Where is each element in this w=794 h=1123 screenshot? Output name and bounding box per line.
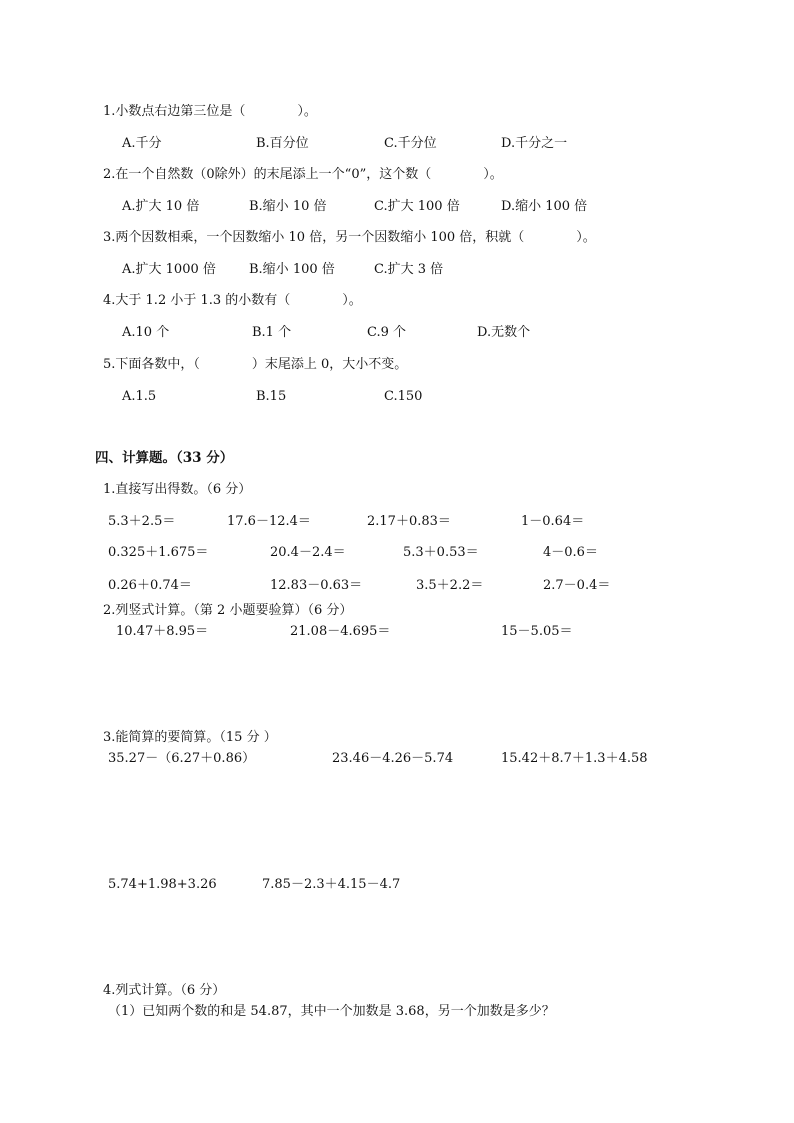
oral-calc-item: 5.3＋2.5＝ [108,514,176,529]
q3-option-a: A.扩大 1000 倍 [122,262,216,277]
q1-stem: 1.小数点右边第三位是（ ）。 [103,104,317,119]
q3-option-c: C.扩大 3 倍 [374,262,444,277]
q2-stem: 2.在一个自然数（0除外）的末尾添上一个“0”，这个数（ ）。 [103,167,503,182]
simplify-item: 35.27－（6.27＋0.86） [108,751,256,766]
q5-option-b: B.15 [256,389,287,404]
q4-option-c: C.9 个 [367,325,407,340]
q2-option-b: B.缩小 10 倍 [249,199,327,214]
simplify-item: 15.42＋8.7＋1.3＋4.58 [501,751,648,766]
q5-option-a: A.1.5 [122,389,157,404]
q2-option-d: D.缩小 100 倍 [501,199,588,214]
part-1-title: 1.直接写出得数。（6 分） [103,482,252,497]
q1-option-d: D.千分之一 [501,136,568,151]
part-4-title: 4.列式计算。（6 分） [103,983,226,998]
q4-option-a: A.10 个 [122,325,170,340]
q1-option-a: A.千分 [122,136,162,151]
q4-option-d: D.无数个 [477,325,531,340]
section-4-heading: 四、计算题。（33 分） [95,450,234,466]
oral-calc-item: 2.17＋0.83＝ [367,514,451,529]
oral-calc-item: 3.5＋2.2＝ [416,578,484,593]
oral-calc-item: 20.4－2.4＝ [270,545,346,560]
q2-option-c: C.扩大 100 倍 [374,199,460,214]
q4-option-b: B.1 个 [252,325,292,340]
oral-calc-item: 1－0.64＝ [521,514,585,529]
word-problem-1: （1）已知两个数的和是 54.87，其中一个加数是 3.68，另一个加数是多少？ [108,1004,555,1019]
oral-calc-item: 12.83－0.63＝ [270,578,363,593]
simplify-item: 5.74+1.98+3.26 [108,877,217,892]
q4-stem: 4.大于 1.2 小于 1.3 的小数有（ ）。 [103,293,362,308]
q2-option-a: A.扩大 10 倍 [122,199,200,214]
part-2-title: 2.列竖式计算。（第 2 小题要验算）（6 分） [103,603,353,618]
vertical-calc-item: 21.08－4.695＝ [290,624,391,639]
part-3-title: 3.能简算的要简算。（15 分 ） [103,730,277,745]
q3-stem: 3.两个因数相乘，一个因数缩小 10 倍，另一个因数缩小 100 倍，积就（ ）。 [103,230,596,245]
q1-option-c: C.千分位 [384,136,437,151]
oral-calc-item: 2.7－0.4＝ [543,578,611,593]
oral-calc-item: 4－0.6＝ [543,545,598,560]
oral-calc-item: 0.26＋0.74＝ [108,578,192,593]
vertical-calc-item: 10.47＋8.95＝ [116,624,209,639]
oral-calc-item: 0.325＋1.675＝ [108,545,209,560]
q5-option-c: C.150 [384,389,423,404]
q1-option-b: B.百分位 [256,136,309,151]
q3-option-b: B.缩小 100 倍 [249,262,335,277]
oral-calc-item: 17.6－12.4＝ [227,514,311,529]
simplify-item: 7.85－2.3＋4.15－4.7 [262,877,401,892]
simplify-item: 23.46－4.26－5.74 [332,751,454,766]
vertical-calc-item: 15－5.05＝ [501,624,573,639]
oral-calc-item: 5.3＋0.53＝ [403,545,479,560]
q5-stem: 5.下面各数中，（ ）末尾添上 0，大小不变。 [103,357,408,372]
